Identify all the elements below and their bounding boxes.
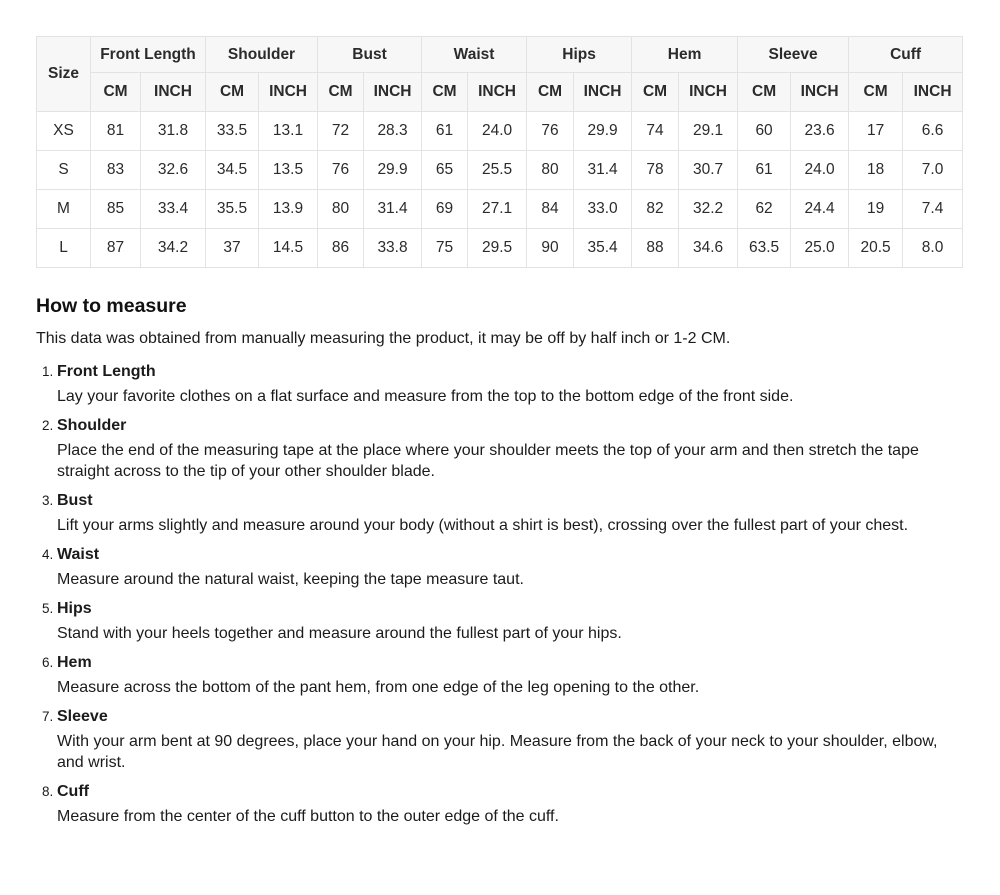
col-header-cuff: Cuff	[849, 37, 963, 73]
step-term: Front Length	[57, 363, 156, 380]
col-header-shoulder: Shoulder	[206, 37, 318, 73]
measurement-cell: 25.0	[791, 229, 849, 268]
size-chart-header	[37, 37, 963, 112]
unit-header-hips-cm: CM	[527, 73, 574, 112]
unit-header-front-length-cm: CM	[91, 73, 141, 112]
measurement-cell: 32.6	[141, 151, 206, 190]
measurement-cell: 61	[738, 151, 791, 190]
how-to-measure-title: How to measure	[36, 295, 187, 317]
size-chart-table	[36, 36, 963, 268]
size-cell: S	[37, 151, 91, 190]
measurement-cell: 80	[318, 190, 364, 229]
col-header-front-length: Front Length	[91, 37, 206, 73]
unit-header-bust-cm: CM	[318, 73, 364, 112]
step-description: Measure around the natural waist, keeping the tape measure taut.	[57, 571, 524, 588]
measurement-cell: 85	[91, 190, 141, 229]
measurement-cell: 28.3	[364, 112, 422, 151]
size-cell: M	[37, 190, 91, 229]
measurement-cell: 30.7	[679, 151, 738, 190]
measurement-cell: 14.5	[259, 229, 318, 268]
step-term: Bust	[57, 492, 93, 509]
unit-header-cuff-cm: CM	[849, 73, 903, 112]
measure-step-hem	[57, 654, 964, 698]
size-cell: XS	[37, 112, 91, 151]
col-header-hem: Hem	[632, 37, 738, 73]
measurement-cell: 72	[318, 112, 364, 151]
unit-header-cuff-inch: INCH	[903, 73, 963, 112]
step-description: Stand with your heels together and measure around the fullest part of your hips.	[57, 625, 622, 642]
unit-header-sleeve-cm: CM	[738, 73, 791, 112]
measurement-cell: 35.5	[206, 190, 259, 229]
step-term: Hem	[57, 654, 92, 671]
step-term: Sleeve	[57, 708, 108, 725]
measurement-cell: 8.0	[903, 229, 963, 268]
col-header-bust: Bust	[318, 37, 422, 73]
measurement-cell: 24.4	[791, 190, 849, 229]
size-chart-body	[37, 112, 963, 268]
measurement-cell: 87	[91, 229, 141, 268]
table-row-l	[37, 229, 963, 268]
col-header-sleeve: Sleeve	[738, 37, 849, 73]
measurement-cell: 23.6	[791, 112, 849, 151]
measure-step-hips	[57, 600, 964, 644]
how-to-measure-section	[36, 296, 964, 827]
header-unit-row	[37, 73, 963, 112]
table-row-xs	[37, 112, 963, 151]
measurement-cell: 32.2	[679, 190, 738, 229]
measurement-cell: 63.5	[738, 229, 791, 268]
measurement-cell: 29.5	[468, 229, 527, 268]
measure-step-waist	[57, 546, 964, 590]
unit-header-front-length-inch: INCH	[141, 73, 206, 112]
how-to-measure-intro: This data was obtained from manually measuring the product, it may be off by half inch or 1-2 CM.	[36, 330, 731, 347]
unit-header-waist-inch: INCH	[468, 73, 527, 112]
unit-header-sleeve-inch: INCH	[791, 73, 849, 112]
step-description: With your arm bent at 90 degrees, place your hand on your hip. Measure from the back of your neck to your shoulder, elbow, and wrist.	[57, 733, 938, 771]
measurement-cell: 86	[318, 229, 364, 268]
measurement-cell: 34.5	[206, 151, 259, 190]
measurement-cell: 13.5	[259, 151, 318, 190]
unit-header-shoulder-inch: INCH	[259, 73, 318, 112]
measurement-cell: 25.5	[468, 151, 527, 190]
unit-header-hem-cm: CM	[632, 73, 679, 112]
measurement-cell: 6.6	[903, 112, 963, 151]
measurement-cell: 27.1	[468, 190, 527, 229]
col-header-hips: Hips	[527, 37, 632, 73]
measurement-cell: 78	[632, 151, 679, 190]
measure-steps-list	[36, 363, 964, 827]
unit-header-hem-inch: INCH	[679, 73, 738, 112]
step-term: Hips	[57, 600, 92, 617]
measurement-cell: 33.8	[364, 229, 422, 268]
measurement-cell: 34.6	[679, 229, 738, 268]
measurement-cell: 29.9	[364, 151, 422, 190]
step-term: Cuff	[57, 783, 89, 800]
step-description: Place the end of the measuring tape at the place where your shoulder meets the top of your arm and then stretch the tape straight across to the tip of your other shoulder blade.	[57, 442, 919, 480]
measurement-cell: 80	[527, 151, 574, 190]
size-cell: L	[37, 229, 91, 268]
step-description: Lay your favorite clothes on a flat surface and measure from the top to the bottom edge of the front side.	[57, 388, 794, 405]
col-header-waist: Waist	[422, 37, 527, 73]
measurement-cell: 65	[422, 151, 468, 190]
measure-step-shoulder	[57, 417, 964, 482]
measurement-cell: 60	[738, 112, 791, 151]
table-row-m	[37, 190, 963, 229]
measurement-cell: 13.9	[259, 190, 318, 229]
measurement-cell: 76	[318, 151, 364, 190]
measurement-cell: 37	[206, 229, 259, 268]
measurement-cell: 31.8	[141, 112, 206, 151]
measurement-cell: 20.5	[849, 229, 903, 268]
measurement-cell: 29.9	[574, 112, 632, 151]
measurement-cell: 75	[422, 229, 468, 268]
measurement-cell: 31.4	[574, 151, 632, 190]
measurement-cell: 29.1	[679, 112, 738, 151]
measurement-cell: 17	[849, 112, 903, 151]
measurement-cell: 31.4	[364, 190, 422, 229]
measurement-cell: 18	[849, 151, 903, 190]
measure-step-cuff	[57, 783, 964, 827]
measurement-cell: 24.0	[468, 112, 527, 151]
measurement-cell: 35.4	[574, 229, 632, 268]
step-description: Lift your arms slightly and measure around your body (without a shirt is best), crossing over the fullest part of your chest.	[57, 517, 909, 534]
measurement-cell: 62	[738, 190, 791, 229]
measurement-cell: 88	[632, 229, 679, 268]
col-header-size: Size	[37, 37, 91, 112]
measurement-cell: 82	[632, 190, 679, 229]
measure-step-sleeve	[57, 708, 964, 773]
measurement-cell: 83	[91, 151, 141, 190]
step-term: Shoulder	[57, 417, 127, 434]
unit-header-shoulder-cm: CM	[206, 73, 259, 112]
measurement-cell: 7.4	[903, 190, 963, 229]
measurement-cell: 13.1	[259, 112, 318, 151]
measurement-cell: 74	[632, 112, 679, 151]
measurement-cell: 33.5	[206, 112, 259, 151]
measurement-cell: 19	[849, 190, 903, 229]
measurement-cell: 76	[527, 112, 574, 151]
unit-header-bust-inch: INCH	[364, 73, 422, 112]
unit-header-hips-inch: INCH	[574, 73, 632, 112]
measurement-cell: 69	[422, 190, 468, 229]
measure-step-front-length	[57, 363, 964, 407]
measurement-cell: 33.0	[574, 190, 632, 229]
measurement-cell: 90	[527, 229, 574, 268]
step-description: Measure across the bottom of the pant hem, from one edge of the leg opening to the other.	[57, 679, 700, 696]
header-group-row	[37, 37, 963, 73]
measurement-cell: 61	[422, 112, 468, 151]
measure-step-bust	[57, 492, 964, 536]
measurement-cell: 7.0	[903, 151, 963, 190]
table-row-s	[37, 151, 963, 190]
unit-header-waist-cm: CM	[422, 73, 468, 112]
measurement-cell: 34.2	[141, 229, 206, 268]
measurement-cell: 33.4	[141, 190, 206, 229]
measurement-cell: 81	[91, 112, 141, 151]
measurement-cell: 84	[527, 190, 574, 229]
measurement-cell: 24.0	[791, 151, 849, 190]
step-description: Measure from the center of the cuff button to the outer edge of the cuff.	[57, 808, 559, 825]
step-term: Waist	[57, 546, 100, 563]
